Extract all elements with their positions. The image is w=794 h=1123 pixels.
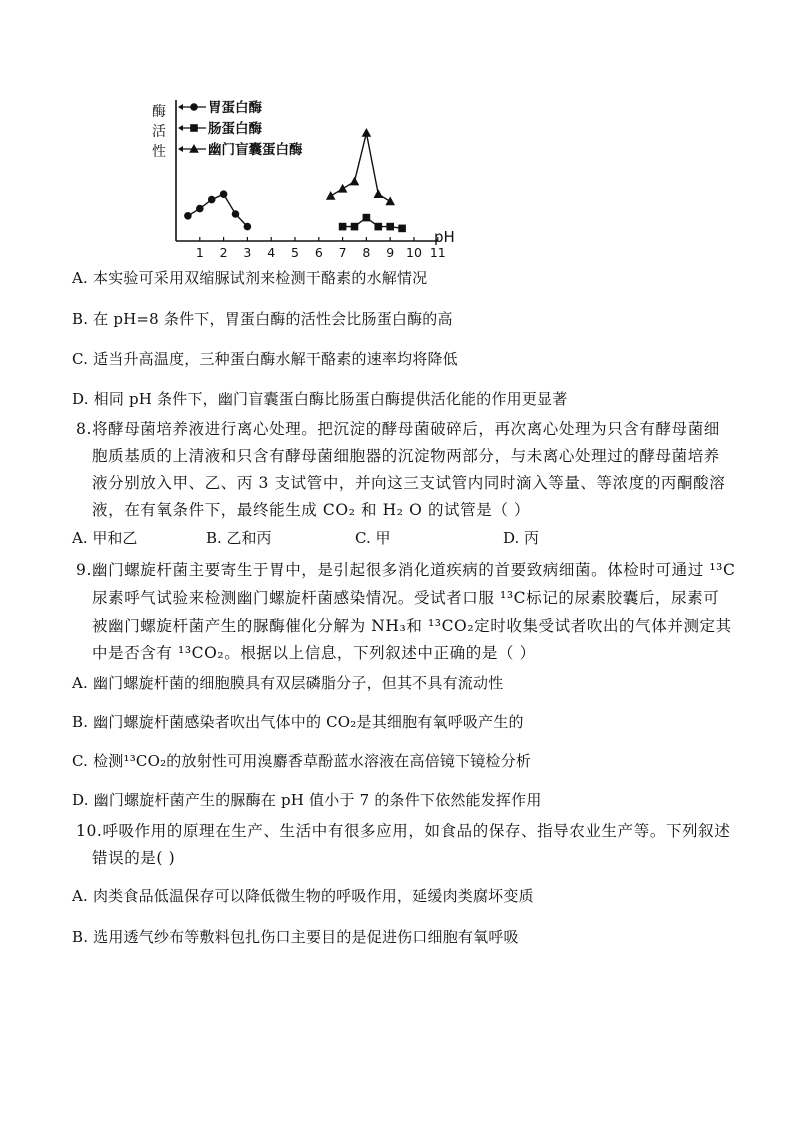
q8-option-d: D. 丙 (503, 529, 540, 547)
q8-stem-line-1: 8.将酵母菌培养液进行离心处理。把沉淀的酵母菌破碎后，再次离心处理为只含有酵母菌细 (76, 420, 720, 438)
q10-option-b: B. 选用透气纱布等敷料包扎伤口主要目的是促进伤口细胞有氧呼吸 (72, 928, 519, 946)
x-tick-label: 4 (267, 245, 276, 260)
point-circle (190, 103, 198, 111)
legend-label: 肠蛋白酶 (208, 121, 262, 137)
x-tick-label: 1 (195, 245, 204, 260)
q10-stem-line-2: 错误的是( ) (92, 849, 176, 867)
series-square (339, 214, 406, 232)
point-circle (208, 196, 216, 204)
series-circle (184, 190, 251, 230)
x-tick-label: 11 (429, 245, 446, 260)
q7-option-b: B. 在 pH=8 条件下，胃蛋白酶的活性会比肠蛋白酶的高 (72, 310, 453, 328)
q9-stem-line-1: 9.幽门螺旋杆菌主要寄生于胃中，是引起很多消化道疾病的首要致病细菌。体检时可通过 ¹³C (76, 561, 736, 579)
x-tick-label: 6 (314, 245, 323, 260)
x-tick-label: 9 (386, 245, 395, 260)
q9-stem-line-4: 中是否含有 ¹³CO₂。根据以上信息，下列叙述中正确的是（ ） (92, 644, 536, 662)
legend (178, 99, 303, 158)
series-triangle (326, 128, 395, 205)
legend-arrowhead (178, 146, 183, 152)
enzyme-activity-chart (148, 94, 455, 260)
q8-stem-line-2: 胞质基质的上清液和只含有酵母菌细胞器的沉淀物两部分，与未离心处理过的酵母菌培养 (92, 447, 720, 465)
point-square (386, 223, 394, 231)
x-tick-label: 8 (362, 245, 371, 260)
x-tick-label: 2 (219, 245, 228, 260)
q7-option-a: A. 本实验可采用双缩脲试剂来检测干酪素的水解情况 (72, 269, 428, 287)
q7-option-c: C. 适当升高温度，三种蛋白酶水解干酪素的速率均将降低 (72, 350, 458, 368)
q8-option-a: A. 甲和乙 (72, 529, 138, 547)
q9-option-c: C. 检测¹³CO₂的放射性可用溴麝香草酚蓝水溶液在高倍镜下镜检分析 (72, 752, 532, 770)
x-tick-label: 7 (338, 245, 347, 260)
q10-option-a: A. 肉类食品低温保存可以降低微生物的呼吸作用，延缓肉类腐坏变质 (72, 887, 534, 905)
point-square (351, 223, 359, 231)
x-tick-label: 10 (406, 245, 422, 260)
point-square (190, 124, 198, 132)
q9-option-a: A. 幽门螺旋杆菌的细胞膜具有双层磷脂分子，但其不具有流动性 (72, 674, 504, 692)
point-circle (184, 212, 192, 220)
y-axis-label-text: 酶活性 (152, 104, 166, 160)
q7-option-d: D. 相同 pH 条件下，幽门盲囊蛋白酶比肠蛋白酶提供活化能的作用更显著 (72, 390, 568, 408)
q9-option-d: D. 幽门螺旋杆菌产生的脲酶在 pH 值小于 7 的条件下依然能发挥作用 (72, 791, 542, 809)
q8-option-b: B. 乙和丙 (206, 529, 272, 547)
y-axis-label (152, 104, 166, 160)
x-axis-label: pH (434, 228, 455, 246)
x-tick-label: 3 (243, 245, 252, 260)
point-triangle (338, 184, 348, 193)
legend-label: 胃蛋白酶 (208, 100, 262, 116)
q8-stem-line-4: 液，在有氧条件下，最终能生成 CO₂ 和 H₂ O 的试管是（ ） (92, 501, 531, 519)
point-triangle (385, 196, 395, 205)
point-circle (244, 223, 252, 231)
point-triangle (350, 177, 360, 186)
point-circle (220, 190, 228, 198)
legend-arrowhead (178, 104, 183, 110)
point-circle (232, 210, 240, 218)
point-square (339, 223, 347, 231)
q8-stem-line-3: 液分别放入甲、乙、丙 3 支试管中，并向这三支试管内同时滴入等量、等浓度的丙酮酸溶 (92, 474, 726, 492)
q10-stem-line-1: 10.呼吸作用的原理在生产、生活中有很多应用，如食品的保存、指导农业生产等。下列叙述 (76, 822, 731, 840)
point-triangle (374, 189, 384, 198)
point-square (375, 223, 383, 231)
point-circle (196, 205, 204, 213)
q8-option-c: C. 甲 (355, 529, 391, 547)
q9-stem-line-3: 被幽门螺旋杆菌产生的脲酶催化分解为 NH₃和 ¹³CO₂定时收集受试者吹出的气体并测定其 (92, 617, 732, 635)
point-triangle (362, 128, 372, 137)
q9-option-b: B. 幽门螺旋杆菌感染者吹出气体中的 CO₂是其细胞有氧呼吸产生的 (72, 713, 524, 731)
legend-label: 幽门盲囊蛋白酶 (208, 142, 303, 158)
point-square (363, 214, 371, 222)
legend-arrowhead (178, 125, 183, 131)
x-tick-label: 5 (291, 245, 299, 260)
q9-stem-line-2: 尿素呼气试验来检测幽门螺旋杆菌感染情况。受试者口服 ¹³C标记的尿素胶囊后，尿素可 (92, 589, 720, 607)
point-square (398, 225, 406, 233)
point-triangle (326, 191, 336, 200)
